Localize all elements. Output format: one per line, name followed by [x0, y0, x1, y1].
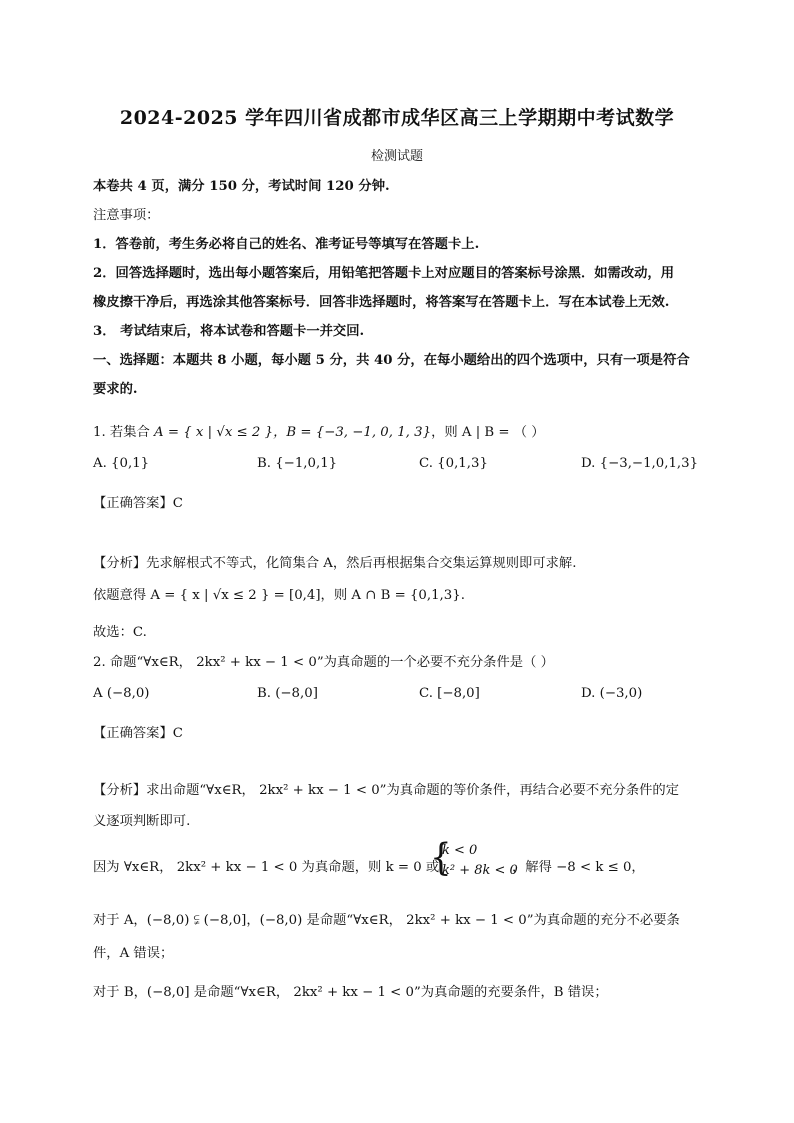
question-2-stem: 2. 命题“∀x∈R， 2kx² + kx − 1 < 0”为真命题的一个必要不充分条件是（ ） [93, 655, 554, 670]
question-2-because: 因为 ∀x∈R， 2kx² + kx − 1 < 0 为真命题，则 k = 0 或 [93, 860, 440, 875]
question-2-option-b: B. (−8,0] [257, 686, 318, 701]
question-1-set-a: A = { x | √x ≤ 2 } [154, 425, 274, 440]
question-2-answer: 【正确答案】C [93, 726, 183, 741]
left-brace-icon: { [430, 836, 452, 880]
question-2-option-a-analysis-line-2: 件，A 错误； [93, 946, 174, 961]
question-1-set-b: ，B = {−3, −1, 0, 1, 3} [273, 425, 432, 440]
question-1-option-b: B. {−1,0,1} [257, 456, 338, 471]
question-1-suffix: ，则 A | B = （ ） [431, 425, 545, 440]
question-1-analysis: 【分析】先求解根式不等式，化简集合 A，然后再根据集合交集运算规则即可求解. [93, 556, 577, 571]
question-1-conclusion: 故选：C. [93, 625, 147, 640]
document-title: 2024-2025 学年四川省成都市成华区高三上学期期中考试数学 [119, 107, 675, 129]
document-subtitle: 检测试题 [370, 149, 423, 164]
note-2-line-2: 橡皮擦干净后，再选涂其他答案标号．回答非选择题时，将答案写在答题卡上．写在本试卷上无效. [93, 295, 670, 310]
section-1-heading-line-2: 要求的. [93, 382, 138, 397]
question-1-option-d: D. {−3,−1,0,1,3} [581, 456, 699, 471]
question-2-analysis-line-1: 【分析】求出命题“∀x∈R， 2kx² + kx − 1 < 0”为真命题的等价条件，再结合必要不充分条件的定 [93, 783, 680, 798]
question-2-analysis-line-2: 义逐项判断即可. [93, 814, 191, 829]
question-1-step: 依题意得 A = { x | √x ≤ 2 } = [0,4]，则 A ∩ B = {0,1,3}. [93, 588, 465, 603]
notes-heading: 注意事项： [93, 208, 160, 223]
note-1: 1．答卷前，考生务必将自己的姓名、准考证号等填写在答题卡上. [93, 237, 480, 252]
question-2-option-b-analysis: 对于 B，(−8,0] 是命题“∀x∈R， 2kx² + kx − 1 < 0”为真命题的充要条件，B 错误； [93, 985, 608, 1000]
question-2-option-a: A (−8,0) [93, 686, 150, 701]
question-1-answer: 【正确答案】C [93, 496, 183, 511]
question-1-option-a: A. {0,1} [93, 456, 150, 471]
note-2-line-1: 2．回答选择题时，选出每小题答案后，用铅笔把答题卡上对应题目的答案标号涂黑．如需改动，用 [93, 266, 675, 281]
system-row-2: k² + 8k < 0 [442, 863, 518, 878]
question-2-option-d: D. (−3,0) [581, 686, 643, 701]
note-3: 3． 考试结束后，将本试卷和答题卡一并交回. [93, 324, 365, 339]
question-2-option-a-analysis-line-1: 对于 A，(−8,0) ⫋ (−8,0]，(−8,0) 是命题“∀x∈R， 2kx² + kx − 1 < 0”为真命题的充分不必要条 [93, 913, 680, 928]
question-1-option-c: C. {0,1,3} [419, 456, 488, 471]
question-2-option-c: C. [−8,0] [419, 686, 480, 701]
question-2-solve: ，解得 −8 < k ≤ 0， [512, 860, 645, 875]
section-1-heading-line-1: 一、选择题：本题共 8 小题，每小题 5 分，共 40 分，在每小题给出的四个选项中，只有一项是符合 [93, 353, 690, 368]
exam-intro: 本卷共 4 页，满分 150 分，考试时间 120 分钟. [93, 179, 390, 194]
system-row-1: k < 0 [442, 843, 478, 858]
question-1-prefix: 1. 若集合 [93, 425, 150, 440]
question-1-stem [93, 421, 545, 440]
